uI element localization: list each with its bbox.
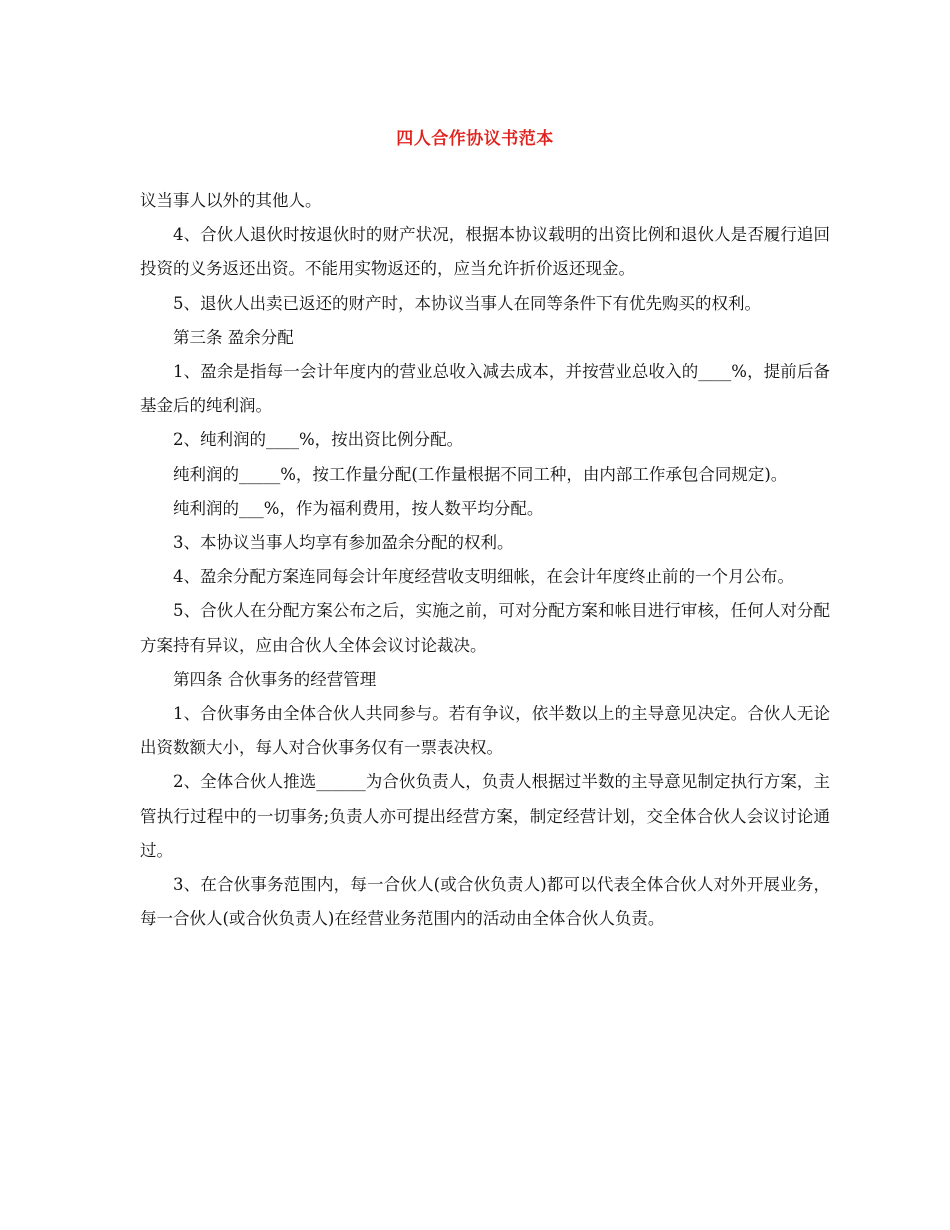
paragraph: 2、纯利润的____%，按出资比例分配。 bbox=[173, 430, 464, 450]
paragraph: 2、全体合伙人推选______为合伙负责人，负责人根据过半数的主导意见制定执行方案，主管执行过程中的一切事务;负责人亦可提出经营方案，制定经营计划，交全体合伙人会议讨论通过。 bbox=[140, 772, 830, 860]
section-heading: 第三条 盈余分配 bbox=[173, 327, 294, 347]
paragraph: 5、合伙人在分配方案公布之后，实施之前，可对分配方案和帐目进行审核，任何人对分配方案持有异议，应由合伙人全体会议讨论裁决。 bbox=[140, 601, 830, 655]
section-heading: 第四条 合伙事务的经营管理 bbox=[173, 669, 377, 689]
paragraph: 3、本协议当事人均享有参加盈余分配的权利。 bbox=[173, 533, 514, 553]
paragraph: 4、合伙人退伙时按退伙时的财产状况，根据本协议载明的出资比例和退伙人是否履行追回投资的义务返还出资。不能用实物返还的，应当允许折价返还现金。 bbox=[140, 225, 830, 279]
paragraph: 5、退伙人出卖已返还的财产时，本协议当事人在同等条件下有优先购买的权利。 bbox=[173, 293, 761, 313]
paragraph: 4、盈余分配方案连同每会计年度经营收支明细帐，在会计年度终止前的一个月公布。 bbox=[173, 567, 794, 587]
paragraph: 3、在合伙事务范围内，每一合伙人(或合伙负责人)都可以代表全体合伙人对外开展业务，每一合伙人(或合伙负责人)在经营业务范围内的活动由全体合伙人负责。 bbox=[140, 875, 830, 929]
paragraph: 1、合伙事务由全体合伙人共同参与。若有争议，依半数以上的主导意见决定。合伙人无论出资数额大小，每人对合伙事务仅有一票表决权。 bbox=[140, 704, 830, 758]
paragraph: 1、盈余是指每一会计年度内的营业总收入减去成本，并按营业总收入的____%，提前后备基金后的纯利润。 bbox=[140, 362, 830, 416]
document-body bbox=[140, 184, 830, 936]
paragraph: 议当事人以外的其他人。 bbox=[140, 191, 322, 210]
paragraph: 纯利润的_____%，按工作量分配(工作量根据不同工种，由内部工作承包合同规定)。 bbox=[173, 464, 788, 484]
paragraph: 纯利润的___%，作为福利费用，按人数平均分配。 bbox=[173, 498, 544, 518]
document-title: 四人合作协议书范本 bbox=[396, 129, 554, 149]
